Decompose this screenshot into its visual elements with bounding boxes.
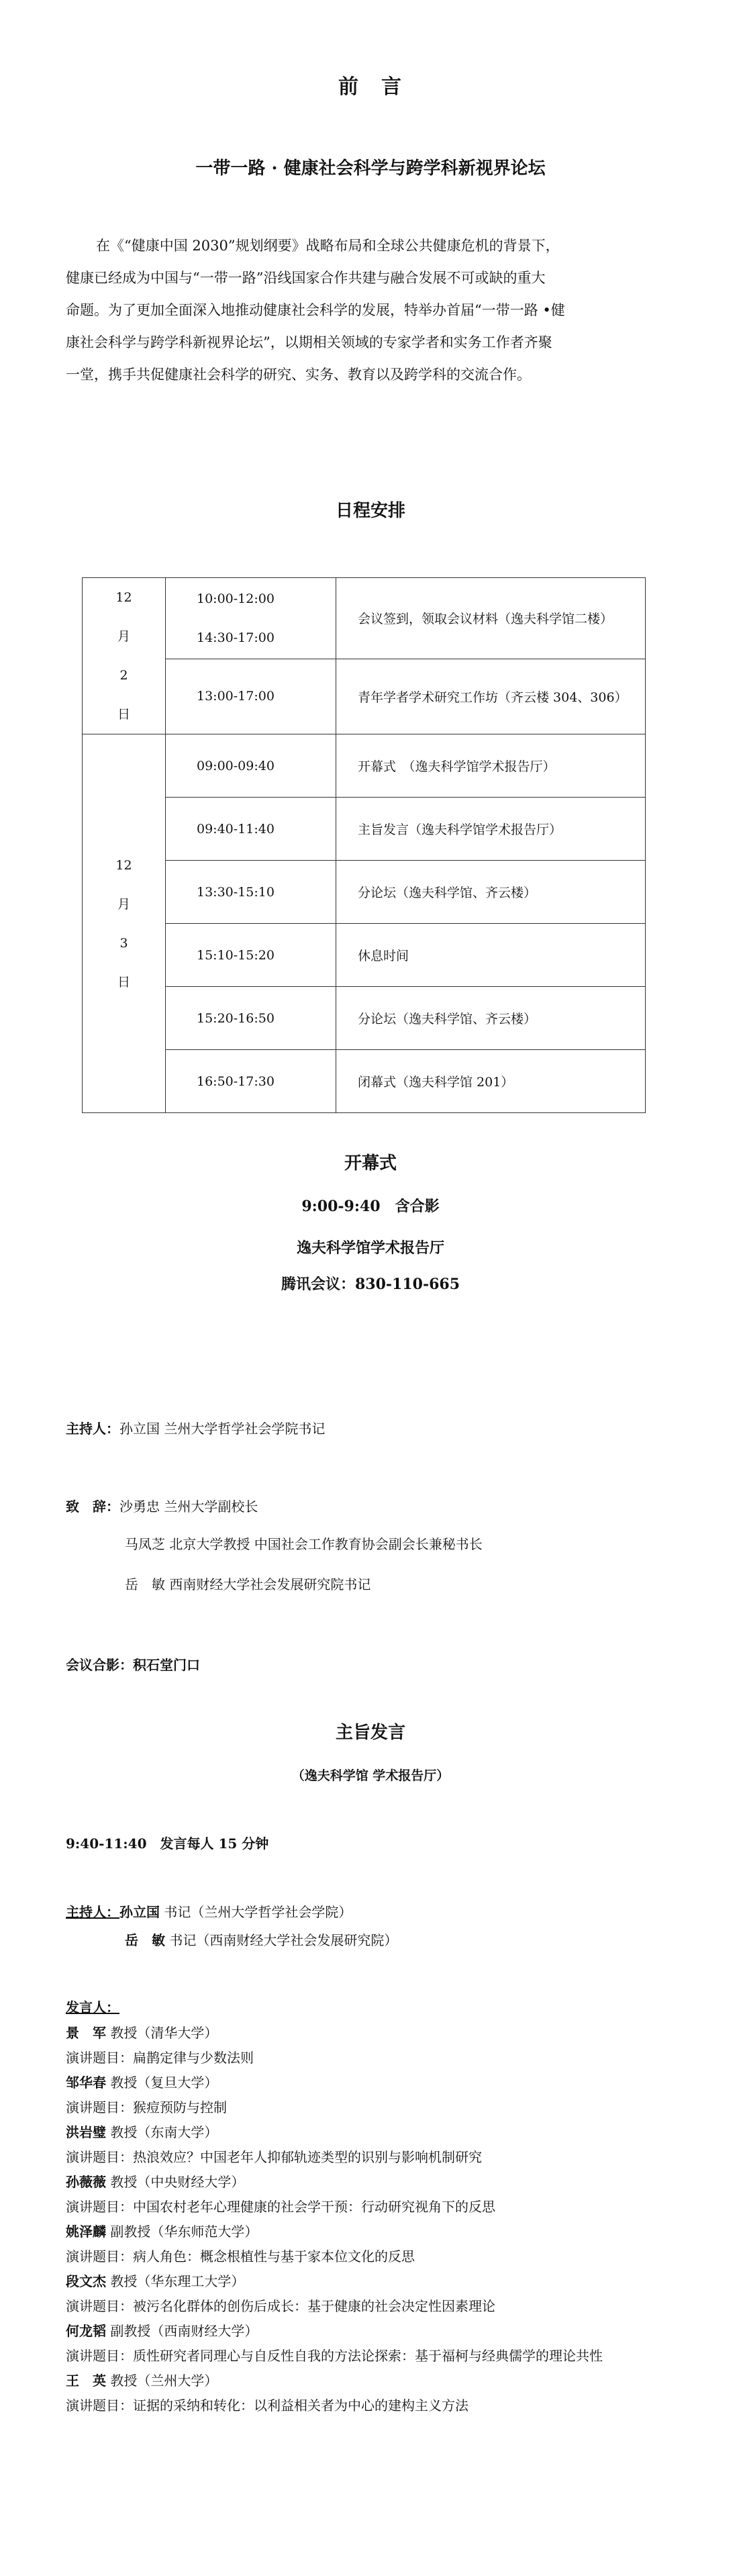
keynote-host-1 [66,1901,352,1921]
speaker-name: 孙薇薇 [66,2174,106,2190]
opening-venue: 逸夫科学馆学术报告厅 [296,1239,444,1257]
opening-tencent-meeting: 腾讯会议：830-110-665 [281,1276,460,1293]
event-cell: 闭幕式（逸夫科学馆 201） [336,1050,646,1113]
time-cell: 15:10-15:20 [166,924,336,987]
time-text: 10:00-12:00 [197,591,275,606]
table-row [83,798,646,861]
speaker-name: 段文杰 [66,2273,106,2289]
speaker-1 [66,2022,217,2042]
topic-label: 演讲题目： [66,2050,133,2066]
speaker-role: 教授（复旦大学） [110,2074,218,2091]
speaker-7-topic [66,2345,603,2365]
topic-value: 质性研究者同理心与自反性自我的方法论探索：基于福柯与经典儒学的理论共性 [133,2348,603,2364]
topic-value: 热浪效应？中国老年人抑郁轨迹类型的识别与影响机制研究 [133,2149,482,2165]
speaker-1-topic [66,2047,254,2066]
opening-speech-1 [66,1496,258,1515]
opening-title: 开幕式 [344,1153,397,1174]
keynote-host-name: 孙立国 [119,1904,160,1920]
table-row [83,924,646,987]
speaker-6 [66,2271,244,2290]
time-cell [166,578,336,659]
schedule-title: 日程安排 [335,501,405,521]
speaker-8 [66,2370,217,2389]
speaker-role: 教授（东南大学） [110,2124,218,2140]
opening-host [66,1418,325,1437]
schedule-table [82,577,646,1113]
keynote-host-label: 主持人： [66,1904,119,1920]
keynote-host-role: 书记（西南财经大学社会发展研究院） [169,1932,398,1948]
opening-speech-2: 马凤芝 北京大学教授 中国社会工作教育协会副会长兼秘书长 [125,1536,483,1552]
time-text: 14:30-17:00 [197,630,275,645]
topic-label: 演讲题目： [66,2199,133,2215]
keynote-host-2 [125,1929,397,1949]
topic-value: 猴痘预防与控制 [133,2099,227,2115]
day2-month-char: 月 [117,896,130,912]
table-row [83,578,646,659]
speaker-role: 副教授（华东师范大学） [110,2224,258,2240]
day1-month-num: 12 [115,590,132,605]
keynote-host-role: 书记（兰州大学哲学社会学院） [164,1904,352,1920]
topic-label: 演讲题目： [66,2348,133,2364]
speaker-5-topic [66,2246,415,2265]
table-row [83,1050,646,1113]
preface-line-1: 在《“健康中国 2030”规划纲要》战略布局和全球公共健康危机的背景下， [96,238,560,254]
speaker-name: 姚泽麟 [66,2224,106,2240]
speaker-role: 副教授（西南财经大学） [110,2323,258,2339]
table-row [83,861,646,924]
day2-cell [83,734,166,1113]
speaker-2 [66,2072,217,2091]
forum-title: 一带一路 · 健康社会科学与跨学科新视界论坛 [195,158,546,179]
preface-line-4: 康社会科学与跨学科新视界论坛”，以期相关领域的专家学者和实务工作者齐聚 [66,334,552,350]
topic-label: 演讲题目： [66,2397,133,2414]
opening-speech-value: 沙勇忠 兰州大学副校长 [119,1498,258,1515]
preface-line-5: 一堂，携手共促健康社会科学的研究、实务、教育以及跨学科的交流合作。 [66,367,531,383]
event-cell: 开幕式 （逸夫科学馆学术报告厅） [336,734,646,798]
speaker-name: 洪岩璧 [66,2124,106,2140]
opening-photo-value: 积石堂门口 [133,1657,200,1673]
topic-value: 病人角色：概念根植性与基于家本位文化的反思 [133,2248,415,2264]
speaker-2-topic [66,2097,227,2116]
speaker-role: 教授（中央财经大学） [110,2174,245,2190]
time-cell: 16:50-17:30 [166,1050,336,1113]
day1-cell [83,578,166,734]
preface-line-2: 健康已经成为中国与“一带一路”沿线国家合作共建与融合发展不可或缺的重大 [66,270,546,286]
speakers-label: 发言人： [66,1999,119,2015]
time-cell: 13:30-15:10 [166,861,336,924]
day1-month-char: 月 [117,629,130,644]
day2-day-char: 日 [117,974,130,990]
speaker-5 [66,2221,258,2240]
speaker-name: 王 英 [66,2373,106,2389]
table-row [83,659,646,734]
event-cell: 分论坛（逸夫科学馆、齐云楼） [336,987,646,1050]
speaker-role: 教授（华东理工大学） [110,2273,245,2289]
event-cell: 休息时间 [336,924,646,987]
topic-label: 演讲题目： [66,2099,133,2115]
speaker-7 [66,2320,258,2340]
day2-day-num: 3 [119,935,128,951]
speaker-name: 何龙韬 [66,2323,106,2339]
speaker-name: 邹华春 [66,2074,106,2091]
keynote-title: 主旨发言 [335,1723,405,1743]
table-row [83,987,646,1050]
topic-value: 扁鹊定律与少数法则 [133,2050,254,2066]
day1-day-char: 日 [117,707,130,722]
topic-label: 演讲题目： [66,2298,133,2314]
table-row [83,734,646,798]
time-cell: 09:00-09:40 [166,734,336,798]
event-cell: 分论坛（逸夫科学馆、齐云楼） [336,861,646,924]
speaker-3 [66,2121,217,2141]
preface-line-3: 命题。为了更加全面深入地推动健康社会科学的发展，特举办首届“一带一路 •健 [66,302,565,318]
topic-value: 被污名化群体的创伤后成长：基于健康的社会决定性因素理论 [133,2298,495,2314]
opening-host-value: 孙立国 兰州大学哲学社会学院书记 [119,1421,326,1437]
keynote-time: 9:40-11:40 发言每人 15 分钟 [66,1835,269,1852]
time-cell: 13:00-17:00 [166,659,336,734]
opening-host-label: 主持人： [66,1421,119,1437]
opening-time: 9:00-9:40 含合影 [301,1198,440,1215]
speaker-name: 景 军 [66,2025,106,2041]
day1-day-num: 2 [119,668,128,683]
event-cell: 主旨发言（逸夫科学馆学术报告厅） [336,798,646,861]
preface-title: 前 言 [338,75,403,99]
topic-label: 演讲题目： [66,2149,133,2165]
opening-speech-3: 岳 敏 西南财经大学社会发展研究院书记 [125,1576,371,1592]
time-cell: 09:40-11:40 [166,798,336,861]
opening-photo [66,1654,200,1674]
time-cell: 15:20-16:50 [166,987,336,1050]
topic-value: 证据的采纳和转化：以利益相关者为中心的建构主义方法 [133,2397,468,2414]
speaker-4-topic [66,2196,495,2215]
speaker-8-topic [66,2395,468,2414]
keynote-venue: （逸夫科学馆 学术报告厅） [291,1768,450,1783]
keynote-host-name: 岳 敏 [125,1932,165,1948]
day2-month-num: 12 [115,857,132,873]
speaker-role: 教授（兰州大学） [110,2373,218,2389]
speaker-3-topic [66,2146,482,2166]
event-cell: 青年学者学术研究工作坊（齐云楼 304、306） [336,659,646,734]
event-cell: 会议签到，领取会议材料（逸夫科学馆二楼） [336,578,646,659]
speaker-6-topic [66,2295,495,2315]
topic-value: 中国农村老年心理健康的社会学干预：行动研究视角下的反思 [133,2199,495,2215]
topic-label: 演讲题目： [66,2248,133,2264]
speaker-role: 教授（清华大学） [110,2025,218,2041]
opening-photo-label: 会议合影： [66,1657,133,1673]
opening-speech-label: 致 辞： [66,1498,119,1515]
speaker-4 [66,2171,244,2191]
